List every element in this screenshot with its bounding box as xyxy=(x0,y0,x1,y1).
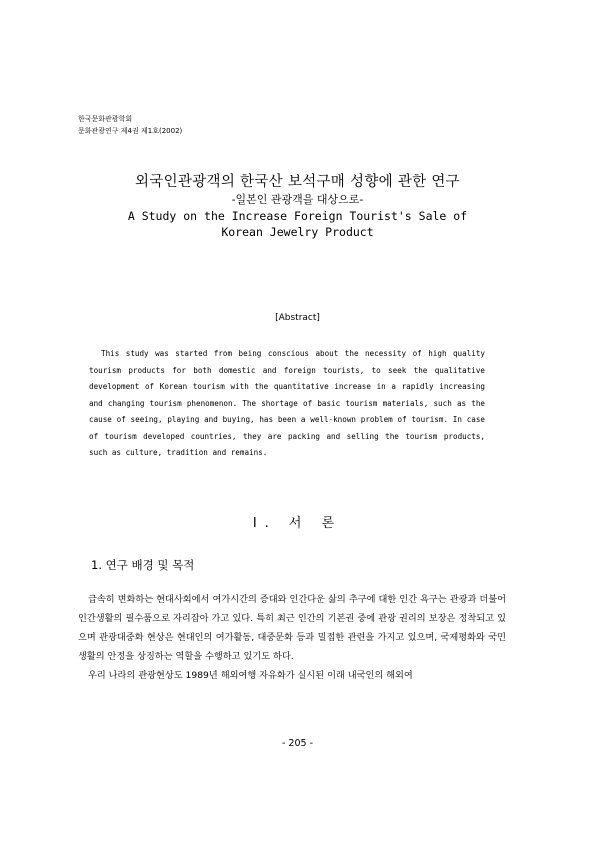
page-number: - 205 - xyxy=(281,738,314,749)
journal-header xyxy=(78,113,182,137)
abstract-text: This study was started from being conscious about the necessity of high quality tourism products for both domestic and foreign tourists, to seek the qualitative development of Korean tourism with the quantitative increase in a rapidly increasing and changing tourism phenomenon. The shortage of basic tourism materials, such as the cause of seeing, playing and buying, has been a well-known problem of tourism. In case of tourism developed countries, they are packing and selling the tourism products, such as culture, tradition and remains. xyxy=(89,349,485,457)
section-subheading: 1. 연구 배경 및 목적 xyxy=(91,558,195,572)
body-paragraph-1: 급속히 변화하는 현대사회에서 여가시간의 증대와 인간다운 삶의 추구에 대한 인간 욕구는 관광과 더불어 인간생활의 필수품으로 자리잡아 가고 있다. 특히 최근 인간의 기본권 중에 관광 권리의 보장은 정착되고 있으며 관광대중화 현상은 현대인의 여가활동, 대중문화 등과 밀접한 관련을 가지고 있으며, 국제평화와 국민생활의 안정을 상징하는 역할을 수행하고 있기도 하다. xyxy=(78,594,506,662)
paper-title-korean: 외국인관광객의 한국산 보석구매 성향에 관한 연구 xyxy=(135,174,460,190)
society-name: 한국문화관광학회 xyxy=(78,115,133,123)
abstract-heading: [Abstract] xyxy=(275,313,320,323)
journal-citation: 문화관광연구 제4권 제1호(2002) xyxy=(78,127,183,135)
body-paragraph-2: 우리 나라의 관광현상도 1989년 해외여행 자유화가 실시된 이래 내국인의 해외여 xyxy=(88,670,413,681)
section-heading: Ⅰ. 서 론 xyxy=(252,516,343,531)
paper-title-english-line1: A Study on the Increase Foreign Tourist's Sale of xyxy=(127,209,468,223)
body-text xyxy=(78,590,506,685)
paper-title-english-line2: Korean Jewelry Product xyxy=(221,225,374,239)
paper-subtitle-korean: -일본인 관광객을 대상으로- xyxy=(231,193,364,206)
title-block xyxy=(0,172,595,240)
